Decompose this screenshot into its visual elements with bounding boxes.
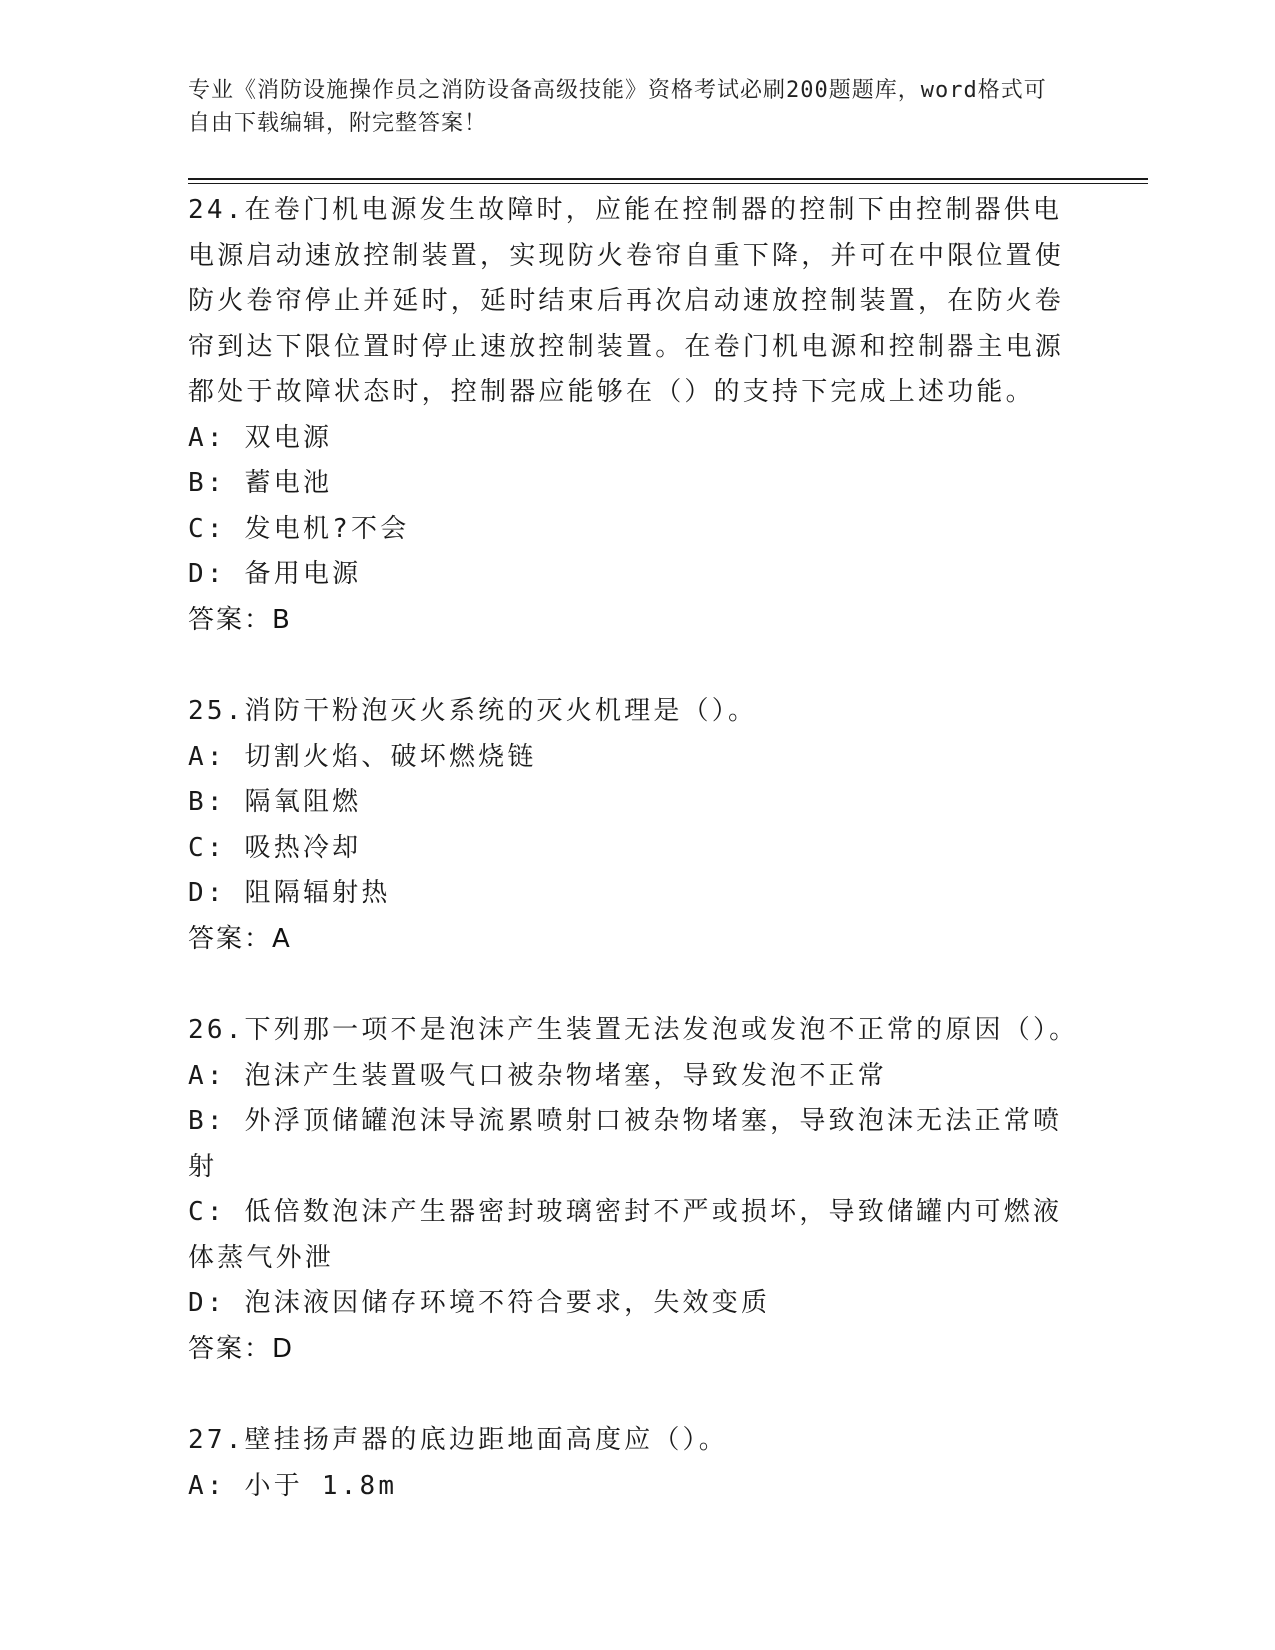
answer-line: 答案：D <box>188 1333 295 1364</box>
question-26 <box>188 1008 1088 1372</box>
answer-line: 答案：B <box>188 604 292 635</box>
option-c: C: 低倍数泡沫产生器密封玻璃密封不严或损坏，导致储罐内可燃液体蒸气外泄 <box>188 1197 1063 1273</box>
option-b: B: 蓄电池 <box>188 468 333 498</box>
option-d: D: 泡沫液因储存环境不符合要求，失效变质 <box>188 1288 771 1318</box>
option-a: A: 小于 1.8m <box>188 1470 398 1501</box>
document-header: 专业《消防设施操作员之消防设备高级技能》资格考试必刷200题题库，word格式可自由下载编辑，附完整答案！ <box>188 78 1047 136</box>
header-divider-thick <box>188 178 1148 180</box>
option-c: C: 发电机?不会 <box>188 513 410 544</box>
question-stem: 27.壁挂扬声器的底边距地面高度应（）。 <box>188 1425 728 1455</box>
question-list <box>188 188 1088 1555</box>
option-c: C: 吸热冷却 <box>188 832 362 863</box>
option-a: A: 泡沫产生装置吸气口被杂物堵塞，导致发泡不正常 <box>188 1060 887 1091</box>
option-a: A: 切割火焰、破坏燃烧链 <box>188 741 537 772</box>
question-24 <box>188 188 1088 643</box>
question-stem: 24.在卷门机电源发生故障时，应能在控制器的控制下由控制器供电电源启动速放控制装置，实现防火卷帘自重下降，并可在中限位置使防火卷帘停止并延时，延时结束后再次启动速放控制装置，在防火卷帘到达下限位置时停止速放控制装置。在卷门机电源和控制器主电源都处于故障状态时，控制器应能够在（）的支持下完成上述功能。 <box>188 195 1065 407</box>
question-stem: 26.下列那一项不是泡沫产生装置无法发泡或发泡不正常的原因（）。 <box>188 1015 1079 1045</box>
option-a: A: 双电源 <box>188 422 333 453</box>
option-b: B: 隔氧阻燃 <box>188 787 362 817</box>
question-27 <box>188 1418 1088 1509</box>
option-b: B: 外浮顶储罐泡沫导流累喷射口被杂物堵塞，导致泡沫无法正常喷射 <box>188 1106 1063 1182</box>
option-d: D: 备用电源 <box>188 559 362 589</box>
question-25 <box>188 689 1088 962</box>
question-stem: 25.消防干粉泡灭火系统的灭火机理是（）。 <box>188 696 758 726</box>
header-divider-thin <box>188 183 1148 184</box>
option-d: D: 阻隔辐射热 <box>188 878 391 908</box>
answer-line: 答案：A <box>188 923 292 954</box>
